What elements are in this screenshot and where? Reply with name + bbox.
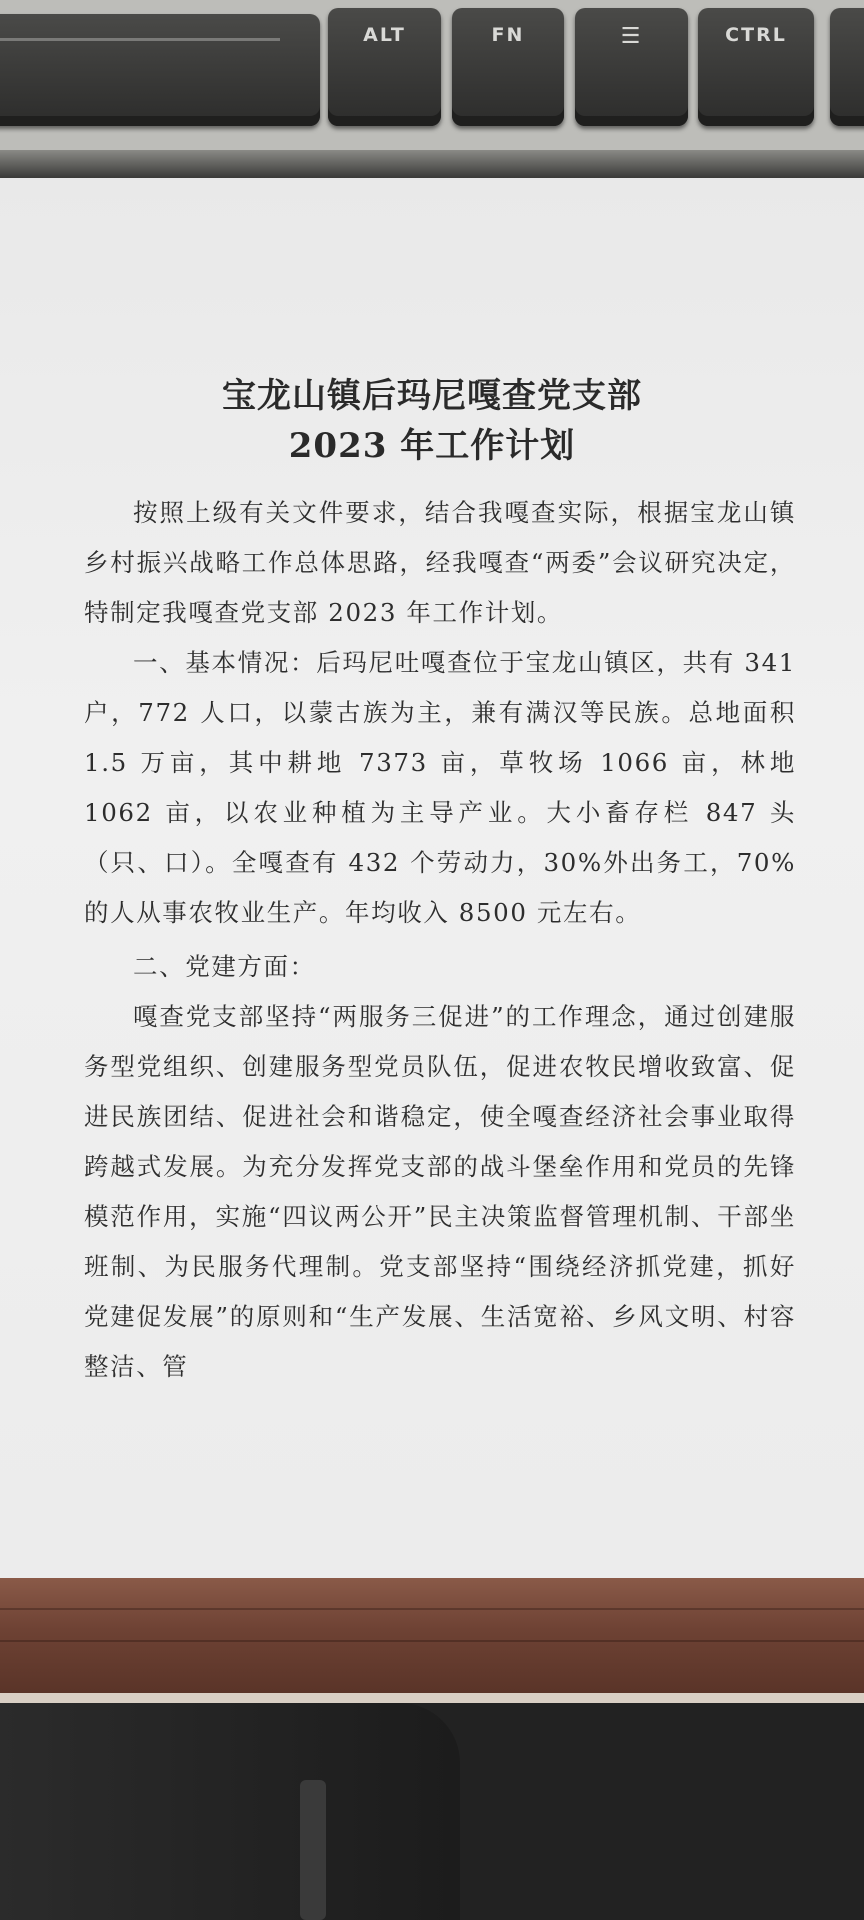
wooden-desk [0,1578,864,1693]
desk-edge [0,1693,864,1703]
alt-key [328,8,441,126]
intro-paragraph: 按照上级有关文件要求，结合我嘎查实际，根据宝龙山镇乡村振兴战略工作总体思路，经我嘎查“两委”会议研究决定，特制定我嘎查党支部 2023 年工作计划。 [84,498,796,627]
document-title: 宝龙山镇后玛尼嘎查党支部 [222,376,642,416]
space-key [0,14,320,126]
party-building-paragraph: 嘎查党支部坚持“两服务三促进”的工作理念，通过创建服务型党组织、创建服务型党员队伍，促进农牧民增收致富、促进民族团结、促进社会和谐稳定，使全嘎查经济社会事业取得跨越式发展。为充分发挥党支部的战斗堡垒作用和党员的先锋模范作用，实施“四议两公开”民主决策监督管理机制、干部坐班制、为民服务代理制。党支部坚持“围绕经济抓党建，抓好党建促发展”的原则和“生产发展、生活宽裕、乡风文明、村容整洁、管 [84,1002,796,1381]
fn-key-label: FN [491,24,525,46]
alt-key-label: ALT [363,24,406,46]
fn-key [452,8,564,126]
keyboard-edge [0,150,864,178]
document-subtitle: 2023 年工作计划 [288,426,576,466]
wood-grain [0,1640,864,1642]
wood-grain [0,1608,864,1610]
menu-icon: ☰ [620,24,643,49]
document-page [0,178,864,1578]
keyboard [0,0,864,178]
chair-leg [300,1780,326,1920]
ctrl-key [698,8,814,126]
partial-key [830,8,864,126]
menu-key [575,8,688,126]
document-body [84,488,796,1392]
shadow [0,1703,460,1920]
ctrl-key-label: CTRL [725,24,787,46]
party-building-heading: 二、党建方面： [133,952,316,981]
basic-info-paragraph: 一、基本情况：后玛尼吐嘎查位于宝龙山镇区，共有 341 户，772 人口，以蒙古族为主，兼有满汉等民族。总地面积 1.5 万亩，其中耕地 7373 亩，草牧场 1066 亩，林地 1062 亩，以农业种植为主导产业。大小畜存栏 847 头（只、口）。全嘎查有 432 个劳动力，30%外出务工，70%的人从事农牧业生产。年均收入 8500 元左右。 [84,648,796,927]
